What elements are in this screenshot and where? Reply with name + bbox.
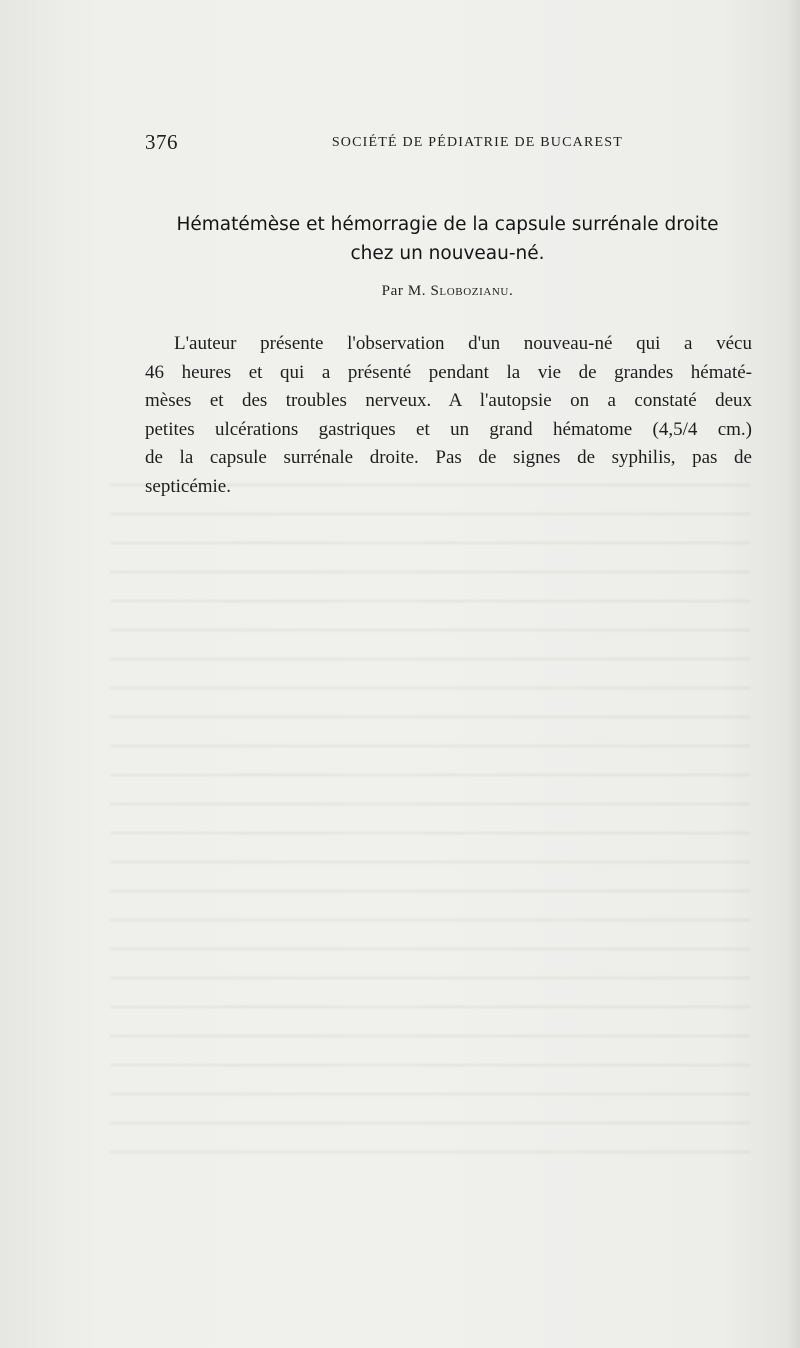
body-line-1: L'auteur présente l'observation d'un nouveau-né qui a vécu bbox=[174, 333, 752, 354]
body-line-2: 46 heures et qui a présenté pendant la vie de grandes hématé- bbox=[145, 361, 752, 383]
article-title-line-2: chez un nouveau-né. bbox=[350, 243, 545, 264]
reverse-side-bleed-through bbox=[110, 470, 750, 1170]
page-edge-shadow bbox=[786, 0, 800, 1348]
article-body bbox=[145, 330, 752, 501]
running-head: SOCIÉTÉ DE PÉDIATRIE DE BUCAREST bbox=[331, 135, 623, 150]
body-line-6: septicémie. bbox=[145, 475, 231, 497]
article-title-line-1: Hématémèse et hémorragie de la capsule surrénale droite bbox=[176, 214, 719, 235]
article-author bbox=[145, 283, 750, 300]
author-name: Slobozianu. bbox=[430, 283, 514, 299]
page-header bbox=[145, 130, 623, 160]
author-prefix: Par M. bbox=[381, 283, 431, 299]
body-line-5: de la capsule surrénale droite. Pas de signes de syphilis, pas de bbox=[145, 447, 752, 468]
body-line-3: mèses et des troubles nerveux. A l'autopsie on a constaté deux bbox=[145, 390, 752, 411]
article-title bbox=[145, 210, 750, 268]
body-line-4: petites ulcérations gastriques et un grand hématome (4,5/4 cm.) bbox=[145, 418, 752, 440]
page-number: 376 bbox=[145, 130, 178, 154]
